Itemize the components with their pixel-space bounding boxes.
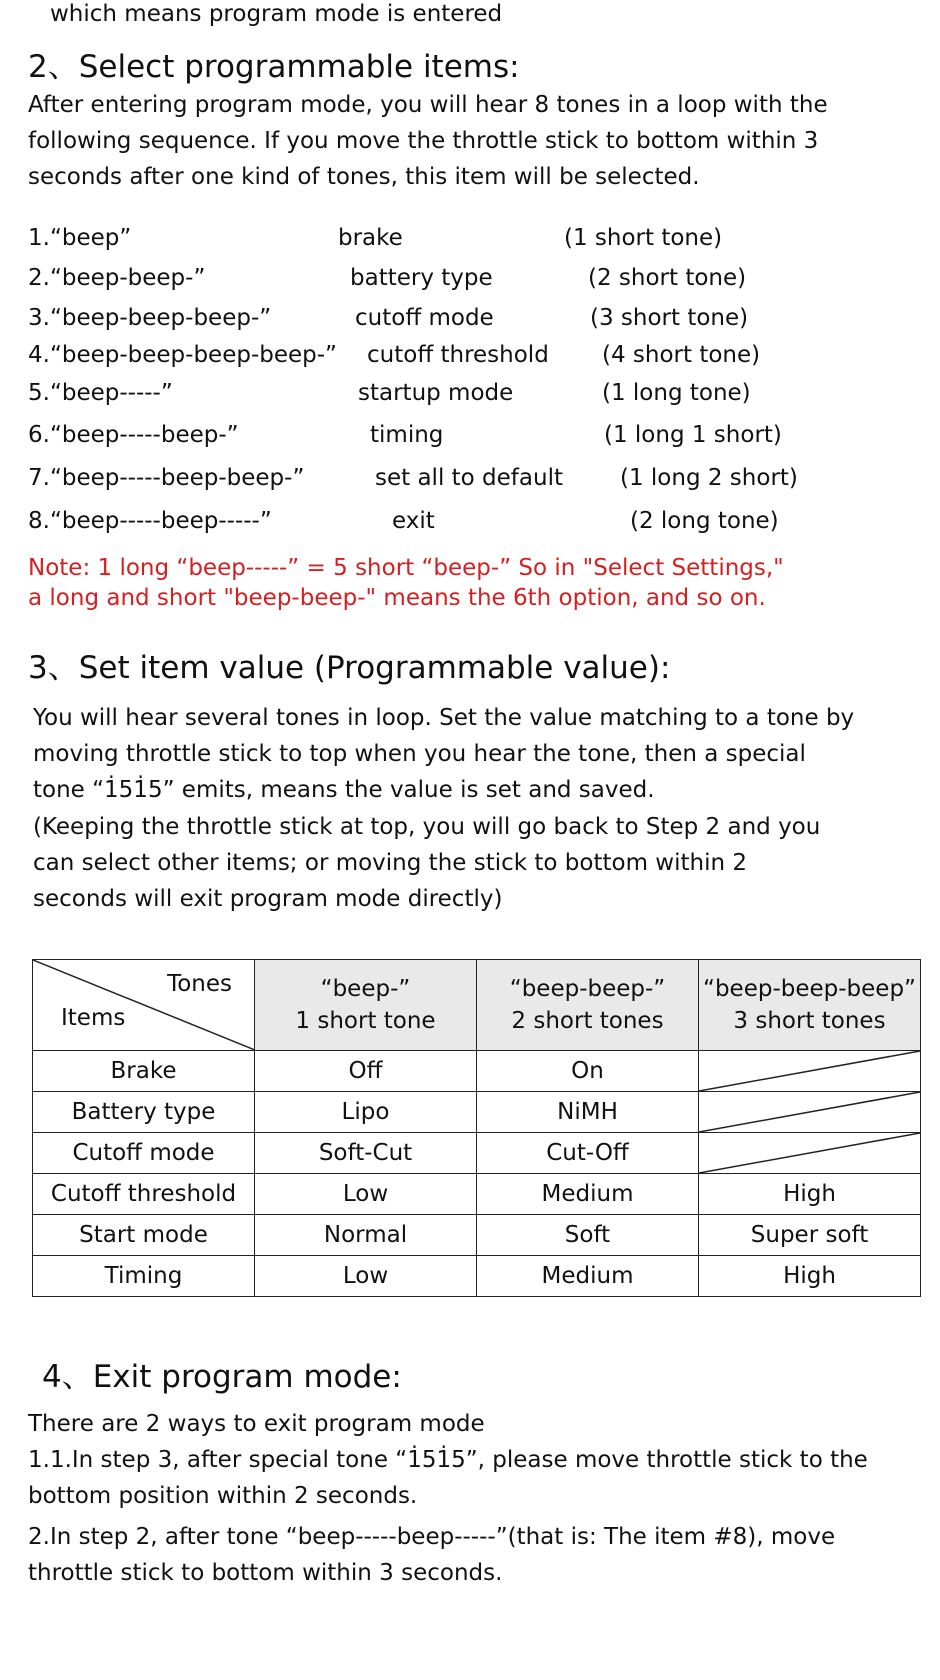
tone-pattern: 8.“beep-----beep-----”: [28, 508, 272, 534]
tone-item: cutoff mode: [355, 305, 494, 331]
tone-description: (2 short tone): [588, 265, 747, 291]
table-cell: Normal: [255, 1215, 477, 1256]
tone-description: (4 short tone): [602, 342, 761, 368]
section2-line-2: following sequence. If you move the throttle stick to bottom within 3: [28, 128, 819, 154]
column-header-tone: “beep-”: [320, 976, 411, 1002]
section4-line-5: throttle stick to bottom within 3 seconds.: [28, 1560, 503, 1586]
note-line-2: a long and short "beep-beep-" means the 6th option, and so on.: [28, 585, 766, 611]
section3-line-4: (Keeping the throttle stick at top, you will go back to Step 2 and you: [33, 814, 821, 840]
corner-tones-label: Tones: [167, 971, 232, 997]
section3-heading: 3、Set item value (Programmable value):: [28, 650, 671, 686]
slash-icon: [699, 1092, 920, 1132]
table-row: [33, 1092, 921, 1133]
section4-line-1: There are 2 ways to exit program mode: [28, 1411, 485, 1437]
tone-pattern: 3.“beep-beep-beep-”: [28, 305, 272, 331]
section2-line-1: After entering program mode, you will hear 8 tones in a loop with the: [28, 92, 828, 118]
tone-description: (1 long tone): [602, 380, 751, 406]
column-header-desc: 2 short tones: [511, 1008, 664, 1034]
table-cell-empty: [699, 1092, 921, 1133]
section4-line-3: bottom position within 2 seconds.: [28, 1483, 418, 1509]
tone-pattern: 1.“beep”: [28, 225, 132, 251]
tone-description: (3 short tone): [590, 305, 749, 331]
tone-pattern: 6.“beep-----beep-”: [28, 422, 239, 448]
table-cell: Low: [255, 1174, 477, 1215]
tone-description: (1 long 1 short): [604, 422, 782, 448]
table-cell-item: Cutoff mode: [33, 1133, 255, 1174]
section3-line-1: You will hear several tones in loop. Set the value matching to a tone by: [33, 705, 855, 731]
table-cell: Off: [255, 1051, 477, 1092]
table-cell-empty: [699, 1133, 921, 1174]
section4-heading: 4、Exit program mode:: [42, 1359, 402, 1395]
slash-icon: [699, 1051, 920, 1091]
intro-tail-text: which means program mode is entered: [50, 1, 503, 27]
tone-item: startup mode: [358, 380, 514, 406]
table-row: [33, 1133, 921, 1174]
column-header: [255, 960, 477, 1051]
table-cell: NiMH: [477, 1092, 699, 1133]
tone-item: brake: [338, 225, 403, 251]
column-header-desc: 3 short tones: [733, 1008, 886, 1034]
tone-description: (1 long 2 short): [620, 465, 798, 491]
section2-heading: 2、Select programmable items:: [28, 49, 520, 85]
table-header-row: [33, 960, 921, 1051]
tone-description: (2 long tone): [630, 508, 779, 534]
column-header: [477, 960, 699, 1051]
table-cell-item: Brake: [33, 1051, 255, 1092]
section2-line-3: seconds after one kind of tones, this item will be selected.: [28, 164, 700, 190]
table-cell: Soft-Cut: [255, 1133, 477, 1174]
column-header-tone: “beep-beep-”: [509, 976, 666, 1002]
table-cell: Soft: [477, 1215, 699, 1256]
column-header: [699, 960, 921, 1051]
tone-item: cutoff threshold: [367, 342, 549, 368]
table-row: [33, 1051, 921, 1092]
table-cell-item: Battery type: [33, 1092, 255, 1133]
column-header-desc: 1 short tone: [295, 1008, 436, 1034]
section4-line-2: 1.1.In step 3, after special tone “1̇51̇5”, please move throttle stick to the: [28, 1447, 868, 1473]
programmable-values-table: [32, 959, 921, 1297]
corner-cell: [33, 960, 255, 1051]
section4-line-4: 2.In step 2, after tone “beep-----beep-----”(that is: The item #8), move: [28, 1524, 836, 1550]
table-cell: Medium: [477, 1256, 699, 1297]
tone-pattern: 2.“beep-beep-”: [28, 265, 206, 291]
tone-item: battery type: [350, 265, 493, 291]
tone-item: set all to default: [375, 465, 563, 491]
column-header-tone: “beep-beep-beep”: [703, 976, 916, 1002]
table-cell: Medium: [477, 1174, 699, 1215]
table-cell: On: [477, 1051, 699, 1092]
tone-item: exit: [392, 508, 435, 534]
table-row: [33, 1174, 921, 1215]
slash-icon: [699, 1133, 920, 1173]
table-cell-item: Start mode: [33, 1215, 255, 1256]
table-cell: High: [699, 1256, 921, 1297]
section3-line-3: tone “1̇51̇5” emits, means the value is set and saved.: [33, 777, 655, 803]
table-row: [33, 1215, 921, 1256]
table-cell-item: Timing: [33, 1256, 255, 1297]
note-line-1: Note: 1 long “beep-----” = 5 short “beep-” So in "Select Settings,": [28, 555, 784, 581]
table-cell: Cut-Off: [477, 1133, 699, 1174]
table-cell-empty: [699, 1051, 921, 1092]
table-row: [33, 1256, 921, 1297]
table-cell-item: Cutoff threshold: [33, 1174, 255, 1215]
tone-description: (1 short tone): [564, 225, 723, 251]
table-cell: High: [699, 1174, 921, 1215]
table-cell: Low: [255, 1256, 477, 1297]
section3-line-2: moving throttle stick to top when you hear the tone, then a special: [33, 741, 806, 767]
tone-item: timing: [370, 422, 444, 448]
table-cell: Super soft: [699, 1215, 921, 1256]
tone-pattern: 5.“beep-----”: [28, 380, 173, 406]
section3-line-5: can select other items; or moving the stick to bottom within 2: [33, 850, 747, 876]
tone-pattern: 7.“beep-----beep-beep-”: [28, 465, 305, 491]
section3-line-6: seconds will exit program mode directly): [33, 886, 503, 912]
corner-items-label: Items: [61, 1005, 126, 1031]
table-cell: Lipo: [255, 1092, 477, 1133]
tone-pattern: 4.“beep-beep-beep-beep-”: [28, 342, 337, 368]
